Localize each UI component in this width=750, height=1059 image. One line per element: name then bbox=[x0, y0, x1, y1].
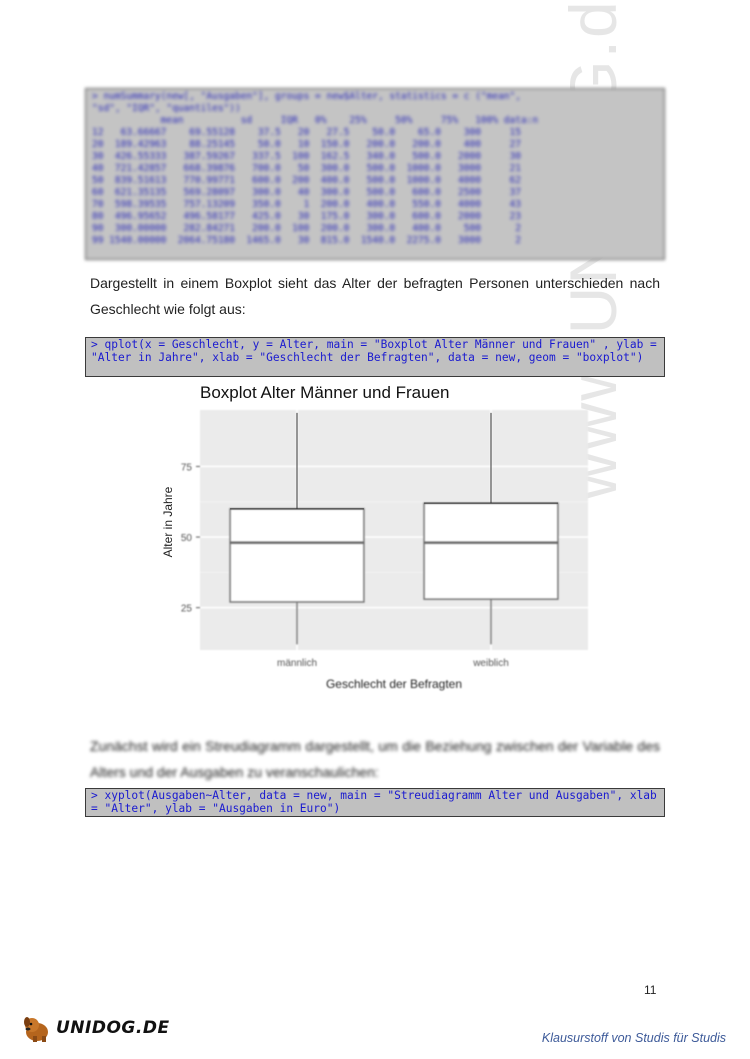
plot-panel bbox=[200, 410, 588, 650]
logo-text: UNIDOG.DE bbox=[56, 1018, 170, 1038]
y-axis-label: Alter in Jahre bbox=[161, 486, 175, 558]
box-body bbox=[230, 509, 364, 602]
y-tick-label: 25 bbox=[180, 603, 192, 615]
x-axis-label: Geschlecht der Befragten bbox=[325, 677, 463, 691]
page-number: 11 bbox=[644, 983, 657, 997]
unidog-logo bbox=[22, 1013, 170, 1043]
x-tick-label: weiblich bbox=[473, 658, 509, 669]
streudiagramm-paragraph: Zunächst wird ein Streudiagramm dargestellt, um die Beziehung zwischen der Variable des Alters und der Ausgaben zu veranschaulichen: bbox=[90, 738, 660, 780]
code-block-qplot: > qplot(x = Geschlecht, y = Alter, main = "Boxplot Alter Männer und Frauen" , ylab = "Alter in Jahre", xlab = "Geschlecht der Befragten", data = new, geom = "boxplot") bbox=[85, 337, 665, 377]
footer-tagline: Klausurstoff von Studis für Studis bbox=[541, 1031, 726, 1045]
box-body bbox=[424, 503, 558, 599]
code-block-numsummary: > numSummary(new[, "Ausgaben"], groups = new$Alter, statistics = c ("mean", "sd", "IQR", "quantiles")) mean sd IQR 0% 25% 50% 75% 100% data:n 12 63.66667 69.55128 37.5 20 27.5 50.0 65.0 300 15 20 189.42963 88.25145 50.0 10 150.0 200.0 200.0 400 27 30 426.55333 387.59267 337.5 100 162.5 340.0 500.0 2000 30 40 721.42857 668.39876 700.0 50 300.0 500.0 1000.0 3000 21 50 839.51613 770.99771 600.0 200 400.0 500.0 1000.0 4000 62 60 621.35135 569.28097 300.0 40 300.0 500.0 600.0 2500 37 70 598.39535 757.13209 350.0 1 200.0 400.0 550.0 4000 43 80 496.95652 496.58177 425.0 30 175.0 300.0 600.0 2000 23 90 300.00000 282.84271 200.0 100 200.0 300.0 400.0 500 2 99 1540.00000 2064.75180 1465.0 30 815.0 1540.0 2275.0 3000 2 bbox=[85, 88, 665, 260]
dog-icon bbox=[22, 1013, 54, 1043]
intro-paragraph: Dargestellt in einem Boxplot sieht das Alter der befragten Personen unterschieden nach Geschlecht wie folgt aus: bbox=[90, 275, 660, 317]
chart-title: Boxplot Alter Männer und Frauen bbox=[200, 383, 450, 402]
x-tick-label: männlich bbox=[276, 658, 318, 669]
code-block-xyplot: > xyplot(Ausgaben~Alter, data = new, main = "Streudiagramm Alter und Ausgaben", xlab = "Alter", ylab = "Ausgaben in Euro") bbox=[85, 788, 665, 817]
y-tick-label: 50 bbox=[180, 533, 192, 545]
y-tick-label: 75 bbox=[180, 462, 192, 474]
